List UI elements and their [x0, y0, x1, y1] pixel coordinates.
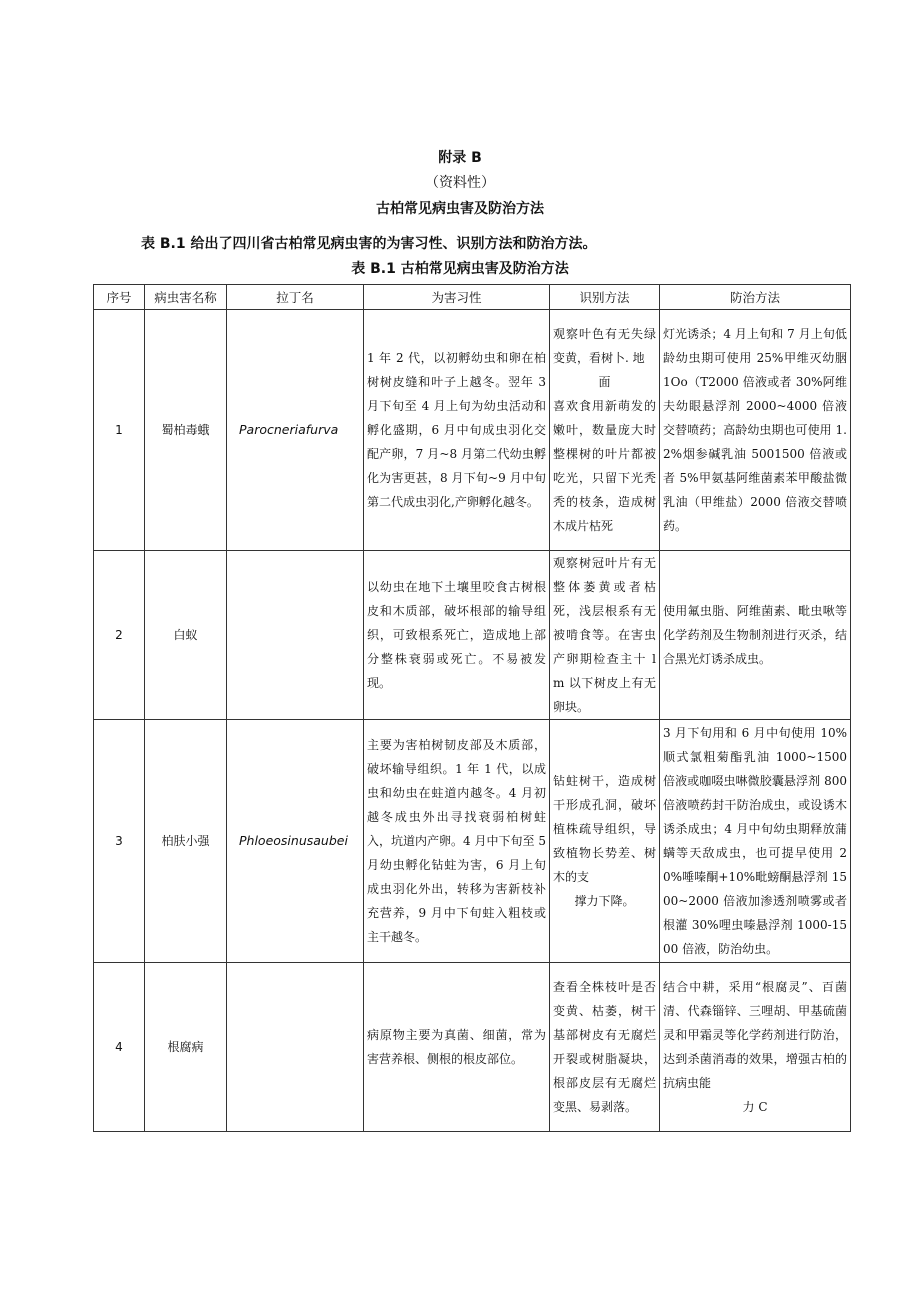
- damage-habit: 1 年 2 代，以初孵幼虫和卵在柏树树皮缝和叶子上越冬。翌年 3 月下旬至 4 月上旬为幼虫活动和孵化盛期，6 月中旬成虫羽化交配产卵，7 月~8 月第二代幼虫孵化为害更甚，8 月下旬~9 月中旬第二代成虫羽化,产卵孵化越冬。: [364, 310, 550, 551]
- damage-habit: 主要为害柏树韧皮部及木质部，破坏输导组织。1 年 1 代，以成虫和幼虫在蛀道内越冬。4 月初越冬成虫外出寻找衰弱柏树蛀入，坑道内产卵。4 月中下旬至 5 月幼虫孵化钻蛀为害，6 月上旬成虫羽化外出，转移为害新枝补充营养，9 月中下旬蛀入粗枝或主干越冬。: [364, 720, 550, 963]
- identify-method-part: 喜欢食用新萌发的嫩叶，数量庞大时整棵树的叶片都被吃光，只留下光秃秃的枝条，造成树木成片枯死: [553, 399, 656, 533]
- appendix-nature: （资料性）: [425, 175, 495, 191]
- control-method-part: 力 C: [742, 1100, 768, 1114]
- col-header-habit: 为害习性: [364, 285, 550, 310]
- table-header-row: [94, 285, 851, 310]
- damage-habit: 病原物主要为真菌、细菌，常为害营养根、侧根的根皮部位。: [364, 963, 550, 1132]
- pest-control-table: [93, 284, 851, 1132]
- row-index: 2: [94, 551, 145, 720]
- table-row: [94, 310, 851, 551]
- table-row: [94, 720, 851, 963]
- col-header-index: 序号: [94, 285, 145, 310]
- col-header-latin: 拉丁名: [227, 285, 364, 310]
- identify-method: [550, 720, 660, 963]
- identify-method-part: 撑力下降。: [574, 894, 635, 908]
- latin-name: [227, 551, 364, 720]
- col-header-control: 防治方法: [660, 285, 851, 310]
- appendix-title: 古柏常见病虫害及防治方法: [376, 201, 544, 217]
- table-caption: 表 B.1 古柏常见病虫害及防治方法: [351, 261, 569, 277]
- identify-method: 观察树冠叶片有无整体萎黄或者枯死，浅层根系有无被啃食等。在害虫产卵期检查主十 lm 以下树皮上有无卵块。: [550, 551, 660, 720]
- latin-name: Phloeosinusaubei: [227, 720, 364, 963]
- control-method: 3 月下旬用和 6 月中旬使用 10%顺式氯粗菊酯乳油 1000~1500 倍液或咖啜虫啉微胶囊悬浮剂 800 倍液喷药封干防治成虫，或设诱木诱杀成虫；4 月中旬幼虫期释放蒲螨等天敌成虫，也可提早使用 20%唾嗪酮+10%毗螃酮悬浮剂 1500~2000 倍液加渗透剂喷雾或者根灌 30%哩虫嗪悬浮剂 1000-1500 倍液，防治幼虫。: [660, 720, 851, 963]
- damage-habit: 以幼虫在地下土壤里咬食古树根皮和木质部，破坏根部的输导组织，可致根系死亡，造成地上部分整株衰弱或死亡。不易被发现。: [364, 551, 550, 720]
- appendix-heading: 附录 B: [438, 150, 482, 166]
- row-index: 4: [94, 963, 145, 1132]
- latin-name: [227, 963, 364, 1132]
- control-method: 灯光诱杀；4 月上旬和 7 月上旬低龄幼虫期可使用 25%甲维灭幼胭 1Oo（T2000 倍液或者 30%阿维夫幼眼悬浮剂 2000~4000 倍液交替喷药；高龄幼虫期也可使用 1.2%烟参碱乳油 5001500 倍液或者 5%甲氨基阿维菌素苯甲酸盐微乳油（甲维盐）2000 倍液交替喷药。: [660, 310, 851, 551]
- table-row: [94, 551, 851, 720]
- identify-method: 查看全株枝叶是否变黄、枯萎，树干基部树皮有无腐烂开裂或树脂凝块，根部皮层有无腐烂变黑、易剥落。: [550, 963, 660, 1132]
- intro-paragraph: 表 B.1 给出了四川省古柏常见病虫害的为害习性、识别方法和防治方法。: [141, 236, 597, 252]
- control-method-part: 结合中耕，采用“根腐灵”、百菌清、代森锱锌、三哩胡、甲基硫菌灵和甲霜灵等化学药剂进行防治，达到杀菌消毒的效果，增强古柏的抗病虫能: [663, 980, 847, 1090]
- pest-name: 柏肤小强: [145, 720, 227, 963]
- pest-name: 蜀柏毒蛾: [145, 310, 227, 551]
- identify-method: [550, 310, 660, 551]
- identify-method-part: 面: [598, 375, 611, 389]
- table-row: [94, 963, 851, 1132]
- row-index: 3: [94, 720, 145, 963]
- pest-name: 根腐病: [145, 963, 227, 1132]
- row-index: 1: [94, 310, 145, 551]
- control-method: 使用氟虫脂、阿维菌素、毗虫啾等化学药剂及生物制剂进行灭杀，结合黑光灯诱杀成虫。: [660, 551, 851, 720]
- latin-name: Parocneriafurva: [227, 310, 364, 551]
- control-method: [660, 963, 851, 1132]
- col-header-identify: 识别方法: [550, 285, 660, 310]
- col-header-name: 病虫害名称: [145, 285, 227, 310]
- pest-name: 白蚁: [145, 551, 227, 720]
- identify-method-part: 观察叶色有无失绿变黄，看树卜. 地: [553, 327, 656, 365]
- identify-method-part: 钻蛀树干，造成树干形成孔洞，破坏植株疏导组织，导致植物长势差、树木的支: [553, 774, 656, 884]
